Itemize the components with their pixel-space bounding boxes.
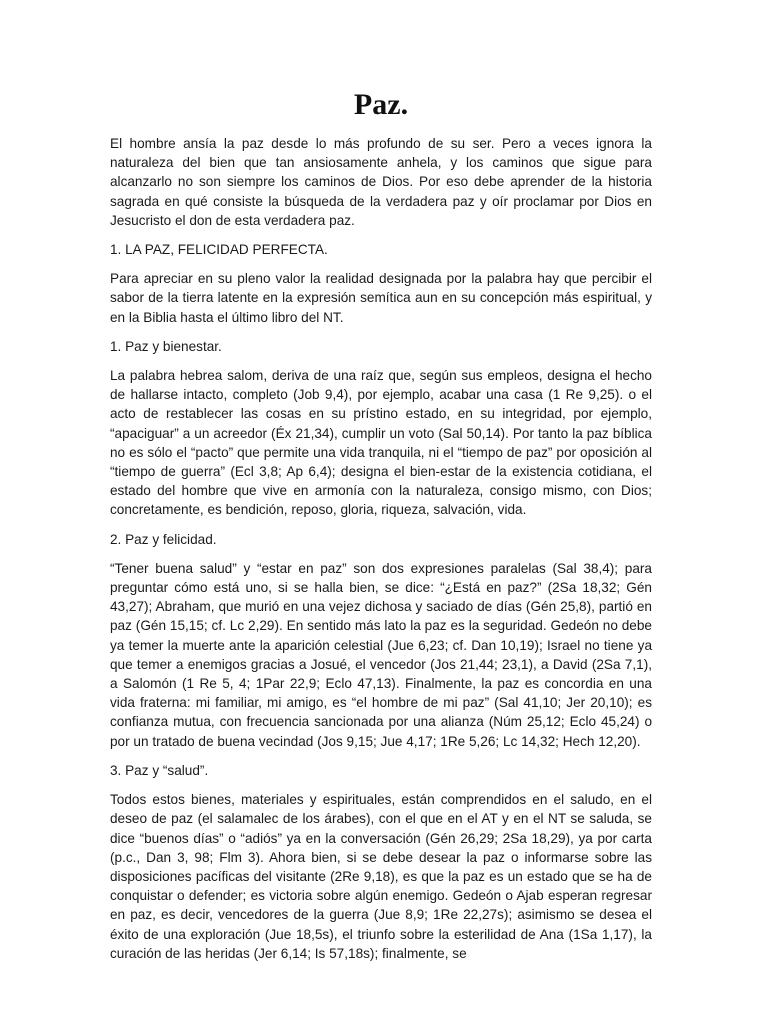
subsection-3-paragraph: Todos estos bienes, materiales y espirituales, están comprendidos en el saludo, en el deseo de paz (el salamalec de los árabes), con el que en el AT y en el NT se saluda, se dice “buenos días” o “adiós” ya en la conversación (Gén 26,29; 2Sa 18,29), ya por carta (p.c., Dan 3, 98; Flm 3). Ahora bien, si se debe desear la paz o informarse sobre las disposiciones pacíficas del visitante (2Re 9,18), es que la paz es un estado que se ha de conquistar o defender; es victoria sobre algún enemigo. Gedeón o Ajab esperan regresar en paz, es decir, vencedores de la guerra (Jue 8,9; 1Re 22,27s); asimismo se desea el éxito de una exploración (Jue 18,5s), el triunfo sobre la esterilidad de Ana (1Sa 1,17), la curación de las heridas (Jer 6,14; Is 57,18s); finalmente, se xyxy=(110,792,652,961)
section-1-paragraph: Para apreciar en su pleno valor la realidad designada por la palabra hay que percibir el sabor de la tierra latente en la expresión semítica aun en su concepción más espiritual, y en la Biblia hasta el último libro del NT. xyxy=(110,271,652,325)
subsection-heading-2: 2. Paz y felicidad. xyxy=(110,531,217,547)
subsection-heading-3: 3. Paz y “salud”. xyxy=(110,762,209,778)
intro-paragraph: El hombre ansía la paz desde lo más profundo de su ser. Pero a veces ignora la naturaleza del bien que tan ansiosamente anhela, y los caminos que sigue para alcanzarlo no son siempre los caminos de Dios. Por eso debe aprender de la historia sagrada en qué consiste la búsqueda de la verdadera paz y oír proclamar por Dios en Jesucristo el don de esta verdadera paz. xyxy=(110,136,652,228)
subsection-1-paragraph: La palabra hebrea salom, deriva de una raíz que, según sus empleos, designa el hecho de hallarse intacto, completo (Job 9,4), por ejemplo, acabar una casa (1 Re 9,25). o el acto de restablecer las cosas en su prístino estado, en su integridad, por ejemplo, “apaciguar” a un acreedor (Éx 21,34), cumplir un voto (Sal 50,14). Por tanto la paz bíblica no es sólo el “pacto” que permite una vida tranquila, ni el “tiempo de paz” por oposición al “tiempo de guerra” (Ecl 3,8; Ap 6,4); designa el bien-estar de la existencia cotidiana, el estado del hombre que vive en armonía con la naturaleza, consigo mismo, con Dios; concretamente, es bendición, reposo, gloria, riqueza, salvación, vida. xyxy=(110,368,652,518)
subsection-2-paragraph: “Tener buena salud” y “estar en paz” son dos expresiones paralelas (Sal 38,4); para preguntar cómo está uno, si se halla bien, se dice: “¿Está en paz?” (2Sa 18,32; Gén 43,27); Abraham, que murió en una vejez dichosa y saciado de días (Gén 25,8), partió en paz (Gén 15,15; cf. Lc 2,29). En sentido más lato la paz es la seguridad. Gedeón no debe ya temer la muerte ante la aparición celestial (Jue 6,23; cf. Dan 10,19); Israel no tiene ya que temer a enemigos gracias a Josué, el vencedor (Jos 21,44; 23,1), a David (2Sa 7,1), a Salomón (1 Re 5, 4; 1Par 22,9; Eclo 47,13). Finalmente, la paz es concordia en una vida fraterna: mi familiar, mi amigo, es “el hombre de mi paz” (Sal 41,10; Jer 20,10); es confianza mutua, con frecuencia sancionada por una alianza (Núm 25,12; Eclo 45,24) o por un tratado de buena vecindad (Jos 9,15; Jue 4,17; 1Re 5,26; Lc 14,32; Hech 12,20). xyxy=(110,560,652,749)
page-title: Paz. xyxy=(353,88,409,121)
document-page xyxy=(110,0,652,973)
section-heading-1: 1. LA PAZ, FELICIDAD PERFECTA. xyxy=(110,242,328,258)
subsection-heading-1: 1. Paz y bienestar. xyxy=(110,338,222,354)
